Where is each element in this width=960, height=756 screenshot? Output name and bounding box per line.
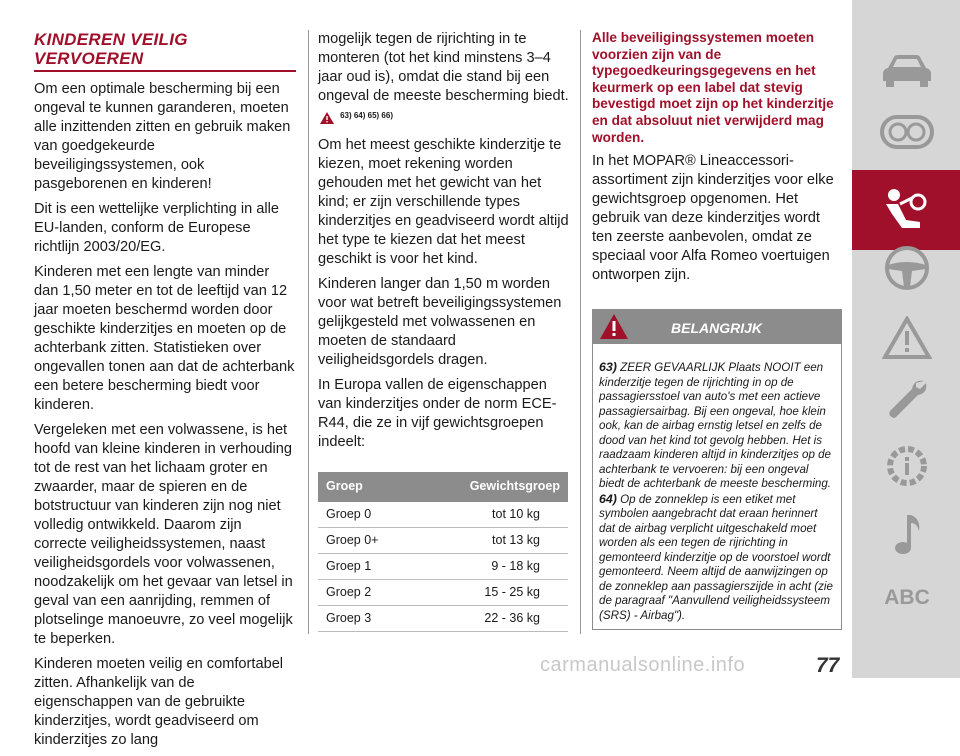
table-cell: Groep 2 (318, 579, 416, 605)
table-cell: tot 13 kg (416, 527, 568, 553)
column-3 (592, 30, 842, 630)
section-title: KINDEREN VEILIG VERVOEREN (34, 30, 296, 72)
paragraph: In Europa vallen de eigenschappen van kinderzitjes onder de norm ECE-R44, die ze in vijf gewichtsgroepen indeelt: (318, 376, 557, 450)
table-row (318, 579, 568, 605)
column-divider (580, 30, 581, 634)
table-row (318, 605, 568, 631)
table-row (318, 527, 568, 553)
paragraph: Kinderen langer dan 1,50 m worden voor wat betreft beveiligingssystemen gelijkgesteld met volwassenen en moeten de standaard veiligheidsgordels dragen. (318, 275, 562, 368)
table-cell: Groep 3 (318, 605, 416, 631)
seat-airbag-icon[interactable] (879, 188, 935, 232)
note-63 (599, 360, 835, 492)
table-header-group: Groep (318, 472, 416, 502)
table-row (318, 502, 568, 528)
note-number: 63) (599, 360, 617, 375)
info-gear-icon[interactable] (879, 444, 935, 488)
paragraph: Om het meest geschikte kinderzitje te kiezen, moet rekening worden gehouden met het gewicht van het kind; er zijn verschillende types kinderzitjes en geadviseerd wordt altijd het type te kiezen dat het meest geschikt is voor het kind. (318, 136, 569, 267)
note-number: 64) (599, 491, 617, 506)
important-label: BELANGRIJK (671, 320, 763, 337)
table-header-row (318, 472, 568, 502)
paragraph (318, 30, 570, 130)
page-number: 77 (816, 654, 840, 677)
car-icon[interactable] (879, 48, 935, 92)
watermark: carmanualsonline.info (540, 654, 746, 676)
chapter-sidebar (852, 0, 960, 678)
paragraph: In het MOPAR® Lineaccessori-assortiment zijn kinderzitjes voor elke gewichtsgroep opgenomen. Het gebruik van deze kinderzitjes wordt ten zeerste aanbevolen, omdat ze speciaal voor Alfa Romeo voertuigen ontworpen zijn. (592, 153, 834, 284)
dashboard-gauges-icon[interactable] (879, 110, 935, 154)
paragraph: Vergeleken met een volwassene, is het hoofd van kleine kinderen in verhouding tot de rest van het lichaam groter en zwaarder, maar de spieren en de botstructuur van kinderen zijn nog niet volledig ontwikkeld. Daarom zijn correcte veiligheidssystemen, naast veiligheidsgordels voor volwassenen, noodzakelijk om het gevaar van letsel in geval van een aanrijding, remmen of plotselinge manoeuvre, zo veel mogelijk te beperken. (34, 422, 293, 647)
column-divider (308, 30, 309, 634)
paragraph: Om een optimale bescherming bij een ongeval te kunnen garanderen, moeten alle inzittenden zitten en gebruik maken van goedgekeurde beveiligingssystemen, ook pasgeborenen en kinderen! (34, 81, 291, 192)
warning-icon[interactable] (879, 316, 935, 360)
weight-groups-table (318, 472, 568, 632)
table-cell: Groep 1 (318, 553, 416, 579)
table-header-weight: Gewichtsgroep (416, 472, 568, 502)
table-cell: 22 - 36 kg (416, 605, 568, 631)
important-header (593, 310, 841, 344)
warning-triangle-icon (599, 313, 629, 346)
warning-triangle-icon (320, 111, 334, 130)
column-1 (34, 30, 296, 756)
note-references[interactable]: 63) 64) 65) 66) (340, 111, 393, 120)
important-box (592, 309, 842, 630)
index-abc-tab[interactable]: ABC (884, 586, 930, 609)
music-note-icon[interactable] (879, 512, 935, 556)
steering-wheel-icon[interactable] (879, 246, 935, 290)
column-2 (318, 30, 570, 632)
table-cell: Groep 0+ (318, 527, 416, 553)
note-text: ZEER GEVAARLIJK Plaats NOOIT een kinderzitje tegen de rijrichting in op de passagiersstoel van auto's met een actieve passagiersairbag. Bij een ongeval, hoe klein ook, kan de airbag ernstig letsel en zelfs de dood van het kind tot gevolg hebben. Het is raadzaam kinderen altijd in kinderzitjes op de achterbank te vervoeren: bij een ongeval biedt de achterbank de meeste bescherming. (599, 361, 832, 491)
paragraph-text: mogelijk tegen de rijrichting in te monteren (tot het kind minstens 3–4 jaar oud is), omdat die stand bij een ongeval de meeste bescherming biedt. (318, 31, 569, 104)
table-cell: Groep 0 (318, 502, 416, 528)
paragraph: Dit is een wettelijke verplichting in alle EU-landen, conform de Europese richtlijn 2003/20/EG. (34, 201, 279, 255)
table-row (318, 553, 568, 579)
paragraph: Kinderen moeten veilig en comfortabel zitten. Afhankelijk van de eigenschappen van de gebruikte kinderzitjes, wordt geadviseerd om kinderzitjes zo lang (34, 656, 284, 748)
paragraph: Kinderen met een lengte van minder dan 1,50 meter en tot de leeftijd van 12 jaar moeten beschermd worden door geschikte kinderzitjes en moeten op de achterbank zitten. Statistieken over ongevallen tonen aan dat de achterbank een betere bescherming biedt voor kinderen. (34, 264, 295, 413)
table-cell: 15 - 25 kg (416, 579, 568, 605)
important-body (593, 344, 841, 629)
note-text: Op de zonneklep is een etiket met symbolen aangebracht dat eraan herinnert dat de airbag verplicht uitgeschakeld moet worden als een tegen de rijrichting in gemonteerd kinderzitje op de voorstoel wordt gemonteerd. Neem altijd de aanwijzingen op de zonneklep aan passagierszijde in acht (zie de paragraaf "Aanvullend veiligheidssysteem (SRS) - Airbag"). (599, 492, 833, 622)
table-cell: 9 - 18 kg (416, 553, 568, 579)
label-requirement-heading: Alle beveiligingssystemen moeten voorzien zijn van de typegoedkeuringsgegevens en het keurmerk op een label dat stevig bevestigd moet zijn op het kinderzitje en dat absoluut niet verwijderd mag worden. (592, 30, 834, 145)
table-cell: tot 10 kg (416, 502, 568, 528)
note-64 (599, 492, 835, 624)
wrench-icon[interactable] (879, 378, 935, 422)
